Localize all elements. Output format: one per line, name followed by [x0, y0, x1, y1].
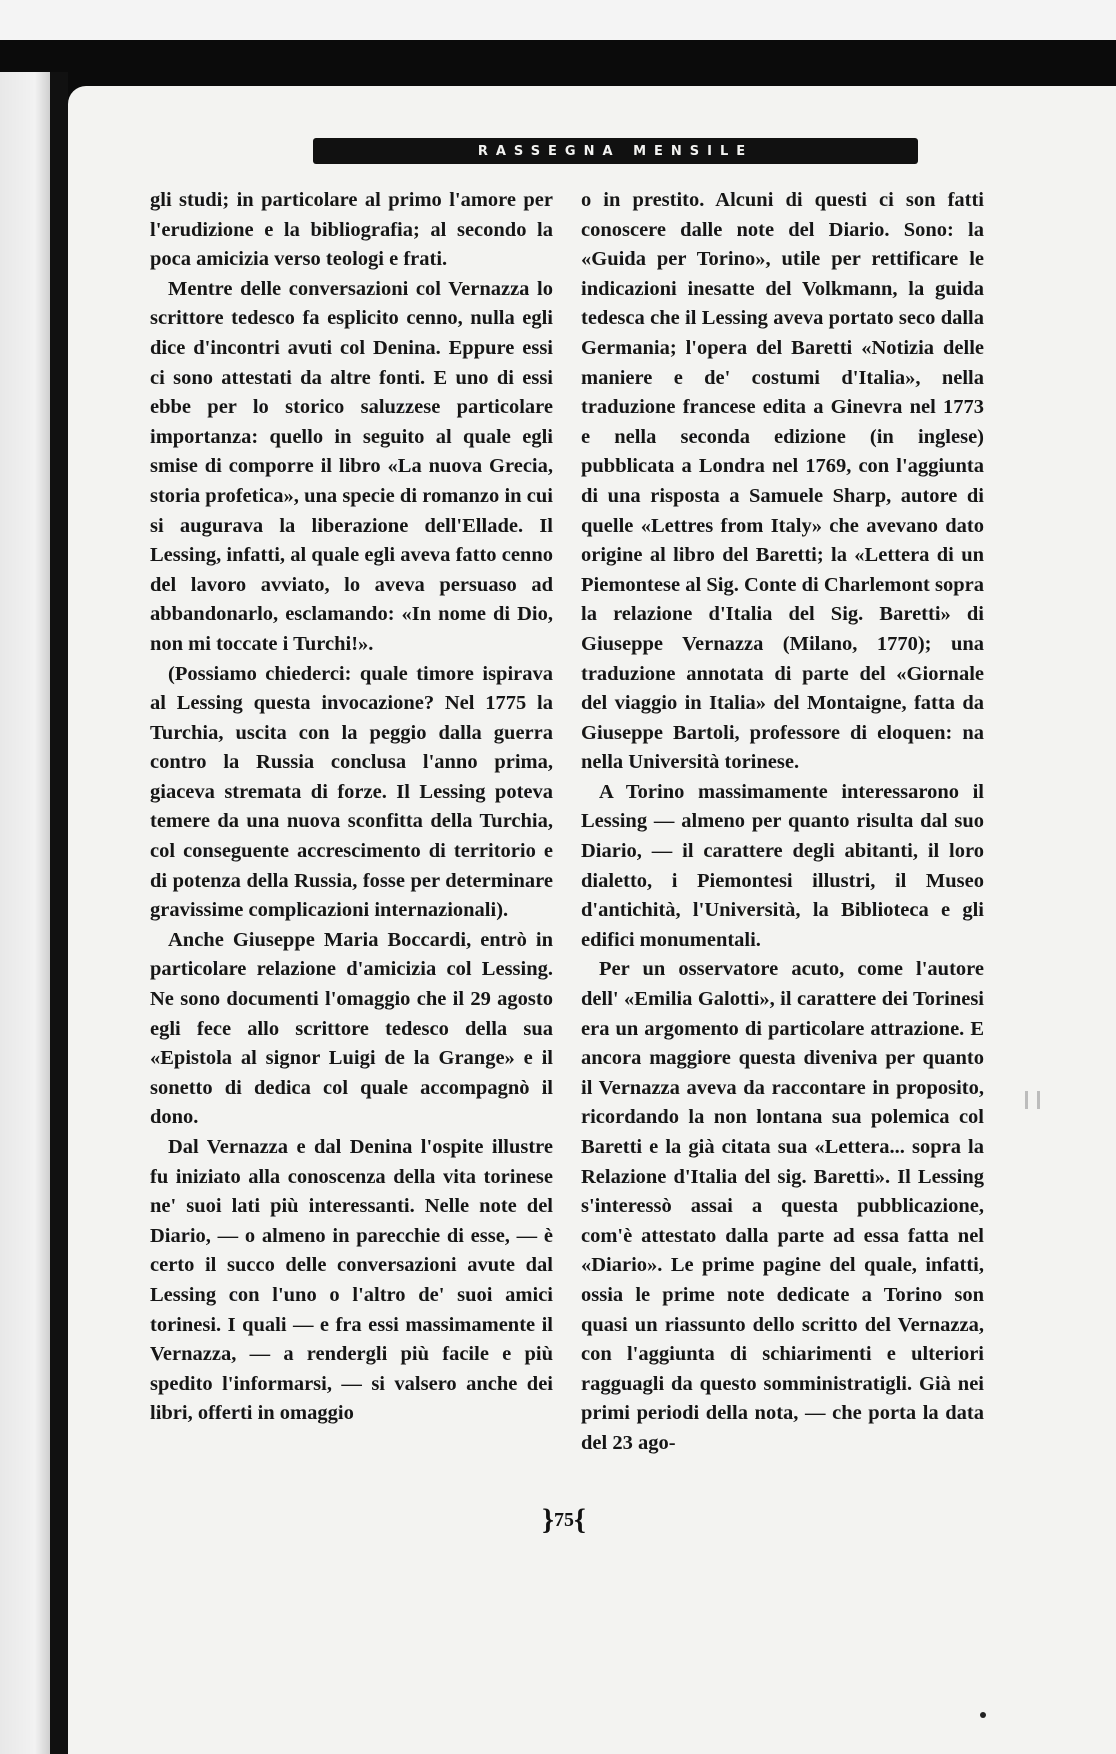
paragraph: gli studi; in particolare al primo l'amore per l'erudizione e la bibliografia; al secondo la poca amicizia verso teologi e frati. — [150, 189, 553, 271]
paragraph: o in prestito. Alcuni di questi ci son fatti conoscere dalle note del Diario. Sono: la «Guida per Torino», utile per rettificare le indicazioni inesatte del Volkmann, la guida tedesca che il Lessing aveva portato seco dalla Germania; l'opera del Baretti «Notizia delle maniere e de' costumi d'Italia», nella traduzione francese edita a Ginevra nel 1773 e nella seconda edizione (in inglese) pubblicata a Londra nel 1769, con l'aggiunta di una risposta a Samuele Sharp, autore di quelle «Lettres from Italy» che avevano dato origine al libro del Baretti; la «Lettera di un Piemontese al Sig. Conte di Charlemont sopra la relazione d'Italia del Sig. Baretti» di Giuseppe Vernazza (Milano, 1770); una traduzione annotata di parte del «Giornale del viaggio in Italia» del Montaigne, fatta da Giuseppe Bartoli, professore di eloquen: na nella Università torinese. — [581, 189, 984, 774]
book-gutter — [50, 72, 68, 1754]
paragraph: Per un osservatore acuto, come l'autore dell' «Emilia Galotti», il carattere dei Torinesi era un argomento di particolare attrazione. E ancora maggiore questa diveniva per quanto il Vernazza aveva da raccontare in proposito, ricordando la non lontana sua polemica col Baretti e la già citata sua «Lettera... sopra la Relazione d'Italia del sig. Baretti». Il Lessing s'interessò assai a questa pubblicazione, com'è attestato dalla parte ad essa fatta nel «Diario». Le prime pagine del quale, infatti, ossia le prime note dedicate a Torino son quasi un riassunto dello scritto del Vernazza, con l'aggiunta di schiarimenti e ulteriori ragguagli da questo somministratigli. Già nei primi periodi della nota, — che porta la data del 23 ago- — [581, 958, 984, 1454]
facing-page-edge — [0, 72, 50, 1754]
paragraph: A Torino massimamente interessarono il Lessing — almeno per quanto risulta dal suo Diario, — il carattere degli abitanti, il loro dialetto, i Piemontesi illustri, il Museo d'antichità, l'Università, la Biblioteca e gli edifici monumentali. — [581, 780, 984, 951]
scan-top-margin — [0, 0, 1116, 40]
page-number — [504, 1500, 624, 1540]
scan-artifact — [1025, 1091, 1028, 1109]
running-head: RASSEGNA MENSILE — [313, 138, 918, 164]
scan-artifact — [980, 1712, 986, 1718]
book-page — [68, 86, 1116, 1754]
scan-artifact — [1037, 1091, 1040, 1109]
paragraph: Mentre delle conversazioni col Vernazza lo scrittore tedesco fa esplicito cenno, nulla egli dice d'incontri avuti col Denina. Eppure essi ci sono attestati da altre fonti. E uno di essi ebbe per lo storico saluzzese particolare importanza: quello in seguito al quale egli smise di comporre il libro «La nuova Grecia, storia profetica», una specie di romanzo in cui si augurava la liberazione dell'Ellade. Il Lessing, infatti, al quale egli aveva fatto cenno del lavoro avviato, lo aveva persuaso ad abbandonarlo, esclamando: «In nome di Dio, non mi toccate i Turchi!». — [150, 277, 553, 655]
page-number-text: 75 — [554, 1508, 574, 1531]
paragraph: Dal Vernazza e dal Denina l'ospite illustre fu iniziato alla conoscenza della vita torinese ne' suoi lati più interessanti. Nelle note del Diario, — o almeno in parecchie di esse, — è certo il succo delle conversazioni avute dal Lessing con l'uno o l'altro de' suoi amici torinesi. I quali — e fra essi massimamente il Vernazza, — a rendergli più facile e più spedito l'informarsi, — si valsero anche dei libri, offerti in omaggio — [150, 1136, 553, 1425]
scan-dark-band — [266, 40, 1116, 76]
left-column — [150, 186, 553, 1429]
left-bracket-ornament: } — [542, 1503, 554, 1536]
right-column — [581, 186, 984, 1459]
paragraph: Anche Giuseppe Maria Boccardi, entrò in particolare relazione d'amicizia col Lessing. Ne sono documenti l'omaggio che il 29 agosto egli fece allo scrittore tedesco della sua «Epistola al signor Luigi de la Grange» e il sonetto di dedica col quale accompagnò il dono. — [150, 928, 553, 1129]
paragraph: (Possiamo chiederci: quale timore ispirava al Lessing questa invocazione? Nel 1775 la Turchia, uscita con la peggio dalla guerra contro la Russia conclusa l'anno prima, giaceva stremata di forze. Il Lessing poteva temere da una nuova sconfitta della Turchia, col conseguente accrescimento di territorio e di potenza della Russia, fosse per determinare gravissime complicazioni internazionali). — [150, 662, 553, 922]
right-bracket-ornament: { — [574, 1503, 586, 1536]
